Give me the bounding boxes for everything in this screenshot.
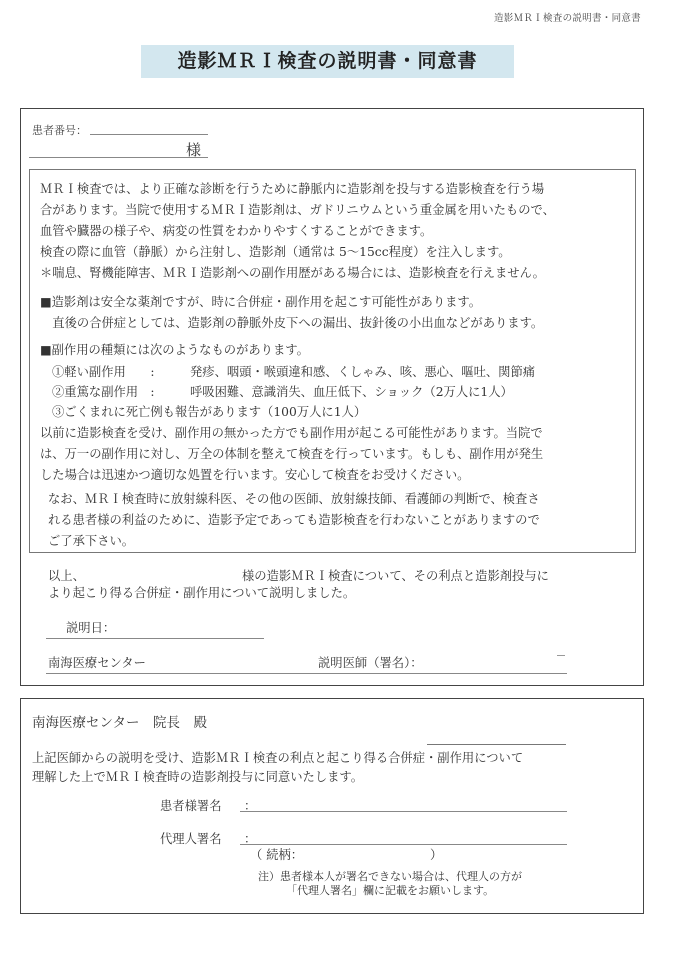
previous-line: は、万一の副作用に対し、万全の体制を整えて検査を行っています。もしも、副作用が発生	[40, 447, 544, 461]
note-paragraph	[48, 489, 540, 552]
safety-line: 直後の合併症としては、造影剤の静脈外皮下への漏出、抜針後の小出血などがあります。	[40, 316, 544, 330]
explained-prefix: 以上、	[48, 569, 85, 583]
intro-line: ＊喘息、腎機能障害、ＭＲＩ造影剤への副作用歴がある場合には、造影検査を行えません。	[40, 266, 545, 280]
relationship-close: ）	[430, 848, 443, 862]
doctor-signature-field[interactable]	[46, 673, 567, 674]
consent-body-line: 上記医師からの説明を受け、造影ＭＲＩ検査の利点と起こり得る合併症・副作用について	[32, 751, 524, 765]
consent-addressee: 南海医療センター 院長 殿	[32, 715, 207, 731]
intro-line: 合があります。当院で使用するＭＲＩ造影剤は、ガドリニウムという重金属を用いたもので、	[40, 203, 555, 217]
patient-signature-label: 患者様署名	[160, 799, 222, 813]
patient-signature-colon: ：	[244, 799, 257, 813]
note-line: ご了承下さい。	[48, 534, 135, 548]
doctor-signature-label: 説明医師（署名）：	[318, 656, 423, 670]
intro-line: 検査の際に血管（静脈）から注射し、造影剤（通常は 5～15cc程度）を注入します。	[40, 245, 511, 259]
note-line: なお、ＭＲＩ検査時に放射線科医、その他の医師、放射線技師、看護師の判断で、検査さ	[48, 492, 540, 506]
explanation-date-field[interactable]	[46, 638, 264, 639]
relationship-field[interactable]	[310, 847, 428, 861]
consent-body-line: 理解した上でＭＲＩ検査時の造影剤投与に同意いたします。	[32, 770, 364, 784]
previous-line: した場合は迅速かつ適切な処置を行います。安心して検査をお受けください。	[40, 468, 470, 482]
side-effect-label-fatal: ③ごくまれに死亡例も報告があります（100万人に1人）	[52, 405, 367, 419]
intro-line: ＭＲＩ検査では、より正確な診断を行うために静脈内に造影剤を投与する造影検査を行う場	[40, 182, 545, 196]
patient-honorific: 様	[186, 141, 202, 159]
consent-date-field[interactable]	[427, 744, 566, 745]
footnote-line-1: 注）患者様本人が署名できない場合は、代理人の方が	[258, 870, 522, 883]
previous-paragraph	[40, 423, 543, 486]
footnote-line-2: 「代理人署名」欄に記載をお願いします。	[286, 884, 495, 897]
explained-line1: 様の造影ＭＲＩ検査について、その利点と造影剤投与に	[242, 569, 549, 583]
proxy-signature-label: 代理人署名	[160, 832, 222, 846]
patient-id-label: 患者番号：	[32, 124, 87, 137]
signature-tick	[557, 655, 565, 656]
explained-line2: より起こり得る合併症・副作用について説明しました。	[48, 586, 356, 600]
side-effect-text-mild: 発疹、咽頭・喉頭違和感、くしゃみ、咳、悪心、嘔吐、関節痛	[190, 365, 536, 379]
patient-id-field[interactable]	[90, 134, 208, 135]
note-line: れる患者様の利益のために、造影予定であっても造影検査を行わないことがありますので	[48, 513, 540, 527]
hospital-name: 南海医療センター	[48, 656, 146, 670]
safety-line: ■造影剤は安全な薬剤ですが、時に合併症・副作用を起こす可能性があります。	[40, 295, 482, 309]
side-effect-text-severe: 呼吸困難、意識消失、血圧低下、ショック（2万人に1人）	[190, 385, 513, 399]
side-effect-label-severe: ②重篤な副作用 :	[52, 385, 155, 399]
intro-paragraph	[40, 179, 555, 284]
intro-line: 血管や臓器の様子や、病変の性質をわかりやすくすることができます。	[40, 224, 433, 238]
safety-paragraph	[40, 292, 543, 334]
patient-signature-field[interactable]	[240, 811, 567, 812]
consent-body	[32, 749, 523, 787]
document-header-label: 造影ＭＲＩ検査の説明書・同意書	[493, 13, 641, 24]
proxy-signature-colon: ：	[244, 832, 257, 846]
patient-name-field[interactable]	[29, 157, 208, 158]
explanation-date-label: 説明日：	[66, 621, 116, 635]
side-effect-heading: ■副作用の種類には次のようなものがあります。	[40, 343, 309, 357]
relationship-label: （ 続柄：	[250, 848, 304, 862]
side-effect-label-mild: ①軽い副作用 :	[52, 365, 155, 379]
previous-line: 以前に造影検査を受け、副作用の無かった方でも副作用が起こる可能性があります。当院で	[40, 426, 543, 440]
page-title: 造影ＭＲＩ検査の説明書・同意書	[141, 45, 514, 78]
